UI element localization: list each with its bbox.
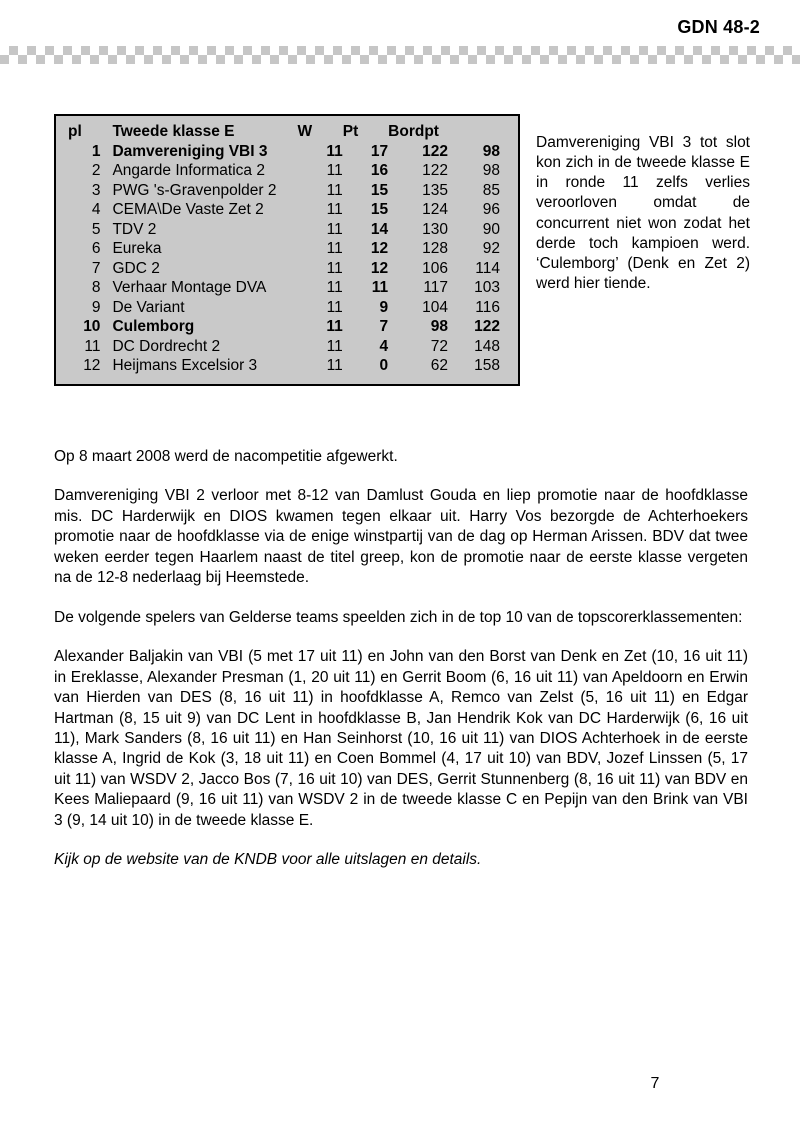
cell-boardpoints-against: 148: [474, 337, 500, 355]
cell-points: 12: [370, 259, 389, 277]
cell-boardpoints-for: 117: [423, 279, 449, 296]
cell-position: 9: [91, 298, 101, 316]
page-header-title: GDN 48-2: [677, 17, 760, 37]
column-header-boardpoints-against: [448, 122, 518, 142]
cell-position: 10: [83, 318, 101, 335]
cell-matches: 11: [326, 259, 343, 277]
cell-team-name: Eureka: [112, 240, 162, 257]
standings-table: [56, 122, 518, 376]
cell-points: 11: [371, 279, 389, 296]
cell-matches: 11: [326, 142, 343, 160]
cell-matches: 11: [326, 357, 343, 374]
cell-matches: 11: [326, 279, 343, 296]
cell-team-name: TDV 2: [112, 220, 157, 238]
cell-boardpoints-for: 98: [430, 318, 449, 335]
cell-team-name: De Variant: [112, 298, 185, 316]
table-row: [56, 200, 518, 220]
cell-position: 7: [91, 259, 101, 277]
cell-boardpoints-against: 85: [482, 181, 500, 199]
cell-position: 2: [91, 162, 101, 179]
table-row: [56, 161, 518, 181]
cell-position: 6: [91, 240, 101, 257]
cell-boardpoints-against: 116: [475, 298, 500, 316]
cell-position: 3: [91, 181, 101, 199]
cell-boardpoints-for: 122: [422, 142, 449, 160]
cell-boardpoints-against: 103: [474, 279, 500, 296]
table-row: [56, 278, 518, 298]
cell-team-name: Heijmans Excelsior 3: [112, 357, 258, 374]
body-paragraph: Damvereniging VBI 2 verloor met 8-12 van Damlust Gouda en liep promotie naar de hoofdklasse mis. DC Harderwijk en DIOS kwamen tegen elkaar uit. Harry Vos bezorgde de Achterhoekers promotie naar de hoofdklasse via de enige winstpartij van de dag op Herman Arissen. BDV dat twee weken eerder tegen Haarlem naast de titel greep, kon de promotie naar de eerste klasse vergeten na de 12-8 nederlaag bij Heemstede.: [54, 487, 748, 587]
table-row: [56, 142, 518, 162]
page-number: 7: [650, 1075, 660, 1092]
table-row: [56, 181, 518, 201]
cell-position: 11: [84, 337, 101, 355]
cell-boardpoints-for: 128: [422, 240, 449, 257]
cell-boardpoints-for: 104: [422, 298, 449, 316]
standings-table-container: [54, 114, 520, 386]
cell-boardpoints-for: 124: [422, 201, 449, 218]
column-header-position: pl: [68, 123, 82, 140]
cell-team-name: PWG 's-Gravenpolder 2: [112, 181, 277, 199]
column-header-boardpoints-for: Bordpt: [388, 123, 439, 140]
checkerboard-rule-divider: [0, 46, 800, 64]
side-note-paragraph: Damvereniging VBI 3 tot slot kon zich in de tweede klasse E in ronde 11 zelfs verlies veroorloven omdat de concurrent niet won zodat het derde toch kampioen werd. ‘Culemborg’ (Denk en Zet 2) werd hier tiende.: [536, 134, 750, 292]
cell-points: 7: [379, 318, 389, 335]
cell-boardpoints-for: 122: [422, 162, 449, 179]
table-row: [56, 239, 518, 259]
column-header-team: Tweede klasse E: [112, 123, 235, 140]
cell-team-name: Verhaar Montage DVA: [112, 279, 267, 296]
page-footer: [0, 1075, 800, 1093]
cell-boardpoints-for: 72: [430, 337, 449, 355]
cell-boardpoints-against: 92: [482, 240, 500, 257]
cell-position: 12: [83, 357, 101, 374]
cell-points: 9: [379, 298, 389, 316]
cell-matches: 11: [326, 318, 343, 335]
cell-team-name: Culemborg: [112, 318, 195, 335]
cell-position: 5: [91, 220, 101, 238]
cell-boardpoints-for: 130: [422, 220, 449, 238]
cell-boardpoints-against: 96: [482, 201, 500, 218]
cell-matches: 11: [326, 298, 343, 316]
table-header-row: [56, 122, 518, 142]
cell-matches: 11: [326, 162, 343, 179]
table-row: [56, 298, 518, 318]
body-paragraph: Alexander Baljakin van VBI (5 met 17 uit 11) en John van den Borst van Denk en Zet (10, 16 uit 11) in Ereklasse, Alexander Presman (1, 20 uit 11) en Gerrit Boom (6, 16 uit 11) van Apeldoorn en Erwin van Hierden van DES (8, 16 uit 11) in hoofdklasse A, Remco van Zelst (5, 16 uit 11) en Edgar Hartman (8, 15 uit 9) van DC Lent in hoofdklasse B, Jan Hendrik Kok van DC Harderwijk (6, 16 uit 11), Mark Sanders (8, 16 uit 11) en Han Seinhorst (10, 16 uit 11) van DIOS Achterhoek in de eerste klasse A, Ingrid de Kok (3, 18 uit 11) en Coen Bommel (4, 17 uit 10) van BDV, Jozef Linssen (5, 17 uit 11) van WSDV 2, Jacco Bos (7, 16 uit 10) van DES, Gerrit Stunnenberg (8, 16 uit 11) van BDV en Kees Maliepaard (9, 16 uit 11) van WSDV 2 in de tweede klasse C en Pepijn van den Brink van VBI 3 (9, 14 uit 10) in de tweede klasse E.: [54, 648, 748, 829]
cell-points: 14: [370, 220, 389, 238]
cell-boardpoints-against: 98: [482, 142, 500, 160]
cell-boardpoints-against: 98: [482, 162, 500, 179]
cell-points: 12: [370, 240, 389, 257]
body-paragraph: Op 8 maart 2008 werd de nacompetitie afgewerkt.: [54, 448, 398, 465]
cell-boardpoints-against: 90: [482, 220, 500, 238]
standings-table-body: [56, 142, 518, 376]
table-row: [56, 220, 518, 240]
cell-team-name: Damvereniging VBI 3: [112, 142, 268, 160]
cell-team-name: CEMA\De Vaste Zet 2: [112, 201, 264, 218]
column-header-points: Pt: [342, 123, 359, 140]
cell-team-name: Angarde Informatica 2: [112, 162, 265, 179]
page-header: [0, 0, 800, 70]
cell-boardpoints-for: 135: [422, 181, 449, 199]
cell-matches: 11: [326, 201, 343, 218]
table-row: [56, 317, 518, 337]
table-row: [56, 356, 518, 376]
cell-matches: 11: [326, 220, 343, 238]
cell-boardpoints-for: 62: [430, 357, 449, 374]
cell-points: 15: [370, 181, 389, 199]
cell-boardpoints-against: 114: [475, 259, 500, 277]
cell-boardpoints-against: 122: [474, 318, 500, 335]
cell-points: 4: [379, 337, 389, 355]
article-body: [54, 447, 748, 871]
cell-points: 0: [379, 357, 389, 374]
cell-points: 16: [370, 162, 389, 179]
cell-boardpoints-for: 106: [422, 259, 449, 277]
standings-table-header: [56, 122, 518, 142]
cell-position: 4: [91, 201, 101, 218]
cell-position: 1: [91, 142, 101, 160]
cell-matches: 11: [326, 337, 343, 355]
cell-position: 8: [91, 279, 101, 296]
cell-team-name: DC Dordrecht 2: [112, 337, 221, 355]
cell-matches: 11: [326, 240, 343, 257]
cell-matches: 11: [326, 181, 343, 199]
cell-team-name: GDC 2: [112, 259, 160, 277]
table-row: [56, 259, 518, 279]
cell-points: 15: [370, 201, 389, 218]
table-row: [56, 337, 518, 357]
closing-note: Kijk op de website van de KNDB voor alle uitslagen en details.: [54, 851, 482, 869]
column-header-matches: W: [297, 123, 313, 140]
cell-boardpoints-against: 158: [474, 357, 500, 374]
body-paragraph: De volgende spelers van Gelderse teams speelden zich in de top 10 van de topscorerklassementen:: [54, 608, 743, 626]
cell-points: 17: [370, 142, 389, 160]
